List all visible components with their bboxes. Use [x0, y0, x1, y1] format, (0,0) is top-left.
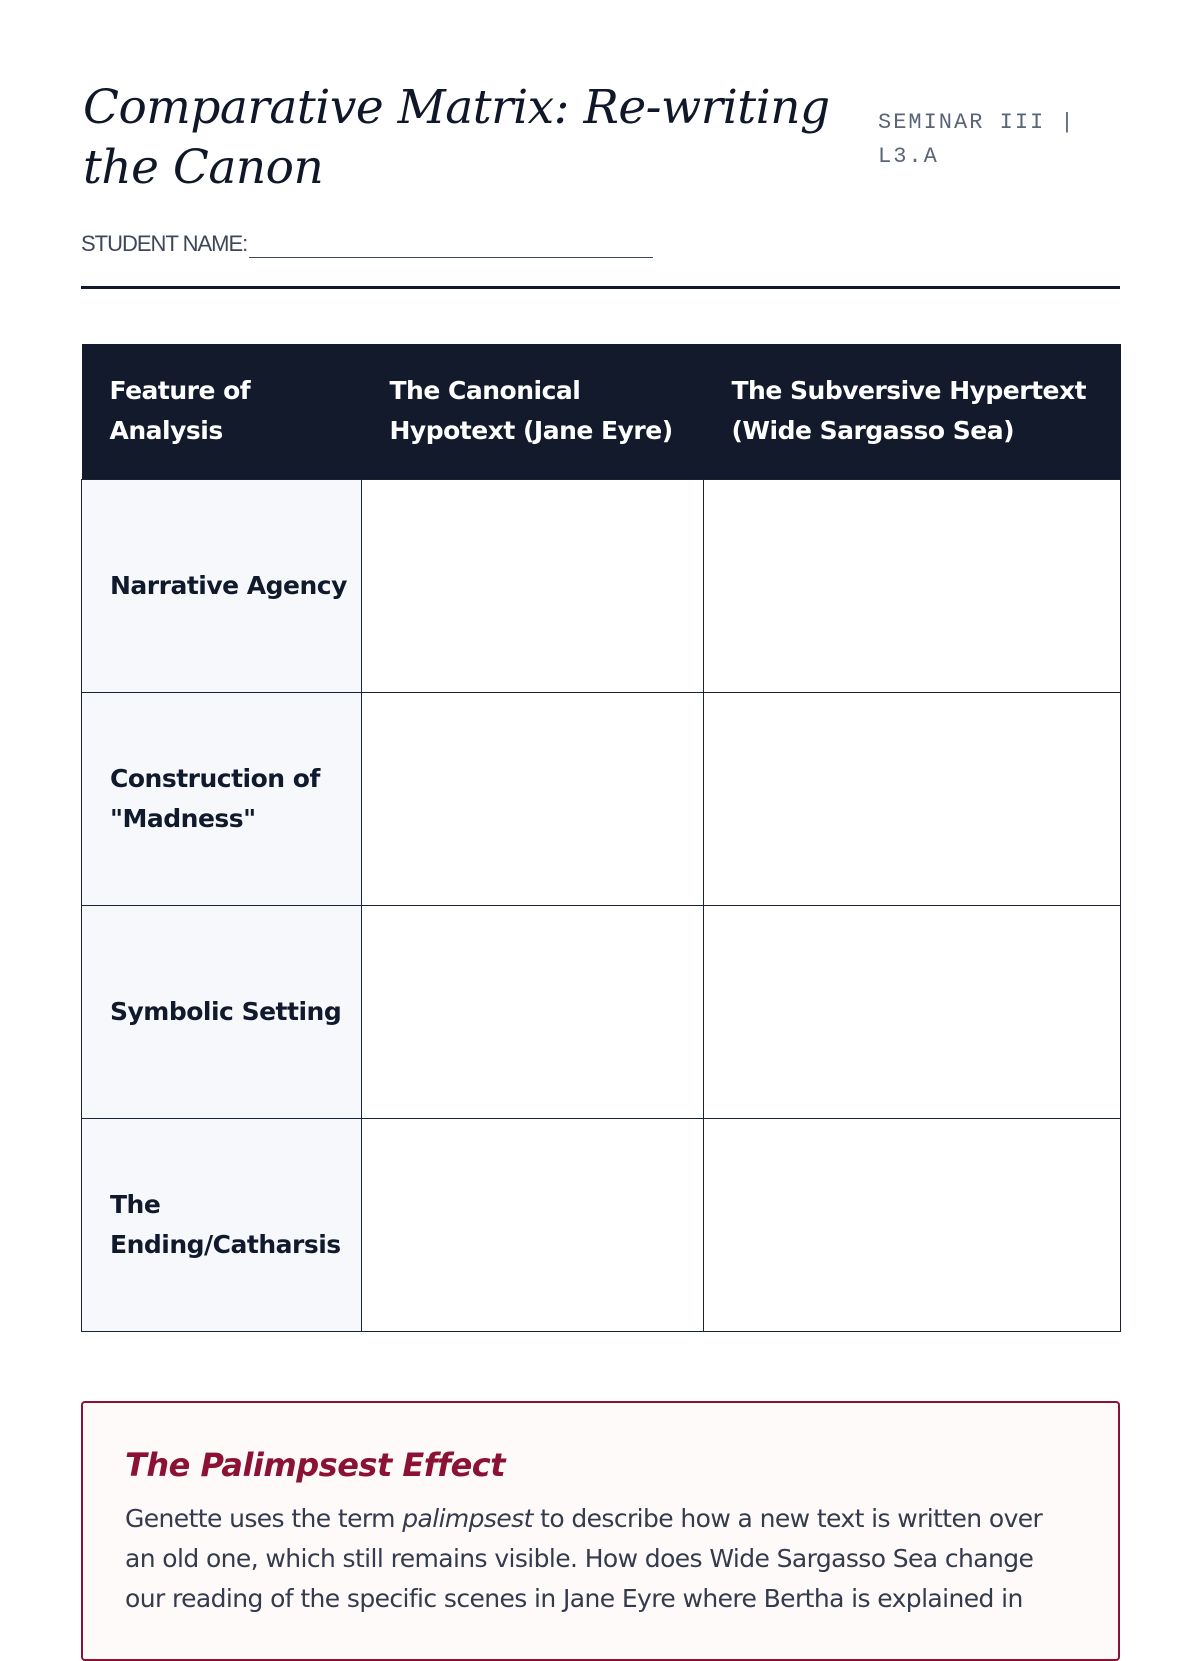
callout-body	[125, 1499, 1076, 1619]
callout-title: The Palimpsest Effect	[125, 1446, 506, 1484]
page-title: Comparative Matrix: Re-writing the Canon	[83, 80, 830, 195]
table-row	[82, 692, 1121, 905]
feature-cell-symbolic-setting: Symbolic Setting	[82, 905, 362, 1118]
column-header-hypertext: The Subversive Hypertext (Wide Sargasso Sea)	[704, 344, 1121, 479]
callout-body-term: palimpsest	[402, 1504, 533, 1533]
seminar-code: SEMINAR III | L3.A	[878, 110, 1076, 169]
feature-cell-narrative-agency: Narrative Agency	[82, 479, 362, 692]
answer-cell-hypertext[interactable]	[704, 692, 1121, 905]
table-row	[82, 1118, 1121, 1331]
callout-body-question: to describe how a new text is written over an old one, which still remains visible. How does Wide Sargasso Sea change our reading of the specific scenes in Jane Eyre where Bertha is explained in	[125, 1504, 1043, 1613]
table-row	[82, 905, 1121, 1118]
column-header-hypotext: The Canonical Hypotext (Jane Eyre)	[362, 344, 704, 479]
palimpsest-callout	[81, 1401, 1120, 1661]
comparative-matrix-table	[81, 344, 1121, 1332]
worksheet-page	[81, 0, 1120, 1613]
answer-cell-hypertext[interactable]	[704, 1118, 1121, 1331]
student-name-row	[81, 230, 653, 258]
student-name-label: STUDENT NAME:	[81, 231, 248, 256]
worksheet-header	[81, 0, 1120, 290]
answer-cell-hypertext[interactable]	[704, 905, 1121, 1118]
answer-cell-hypotext[interactable]	[362, 479, 704, 692]
column-header-feature: Feature of Analysis	[82, 344, 362, 479]
feature-cell-construction-of-madness: Construction of "Madness"	[82, 692, 362, 905]
answer-cell-hypotext[interactable]	[362, 905, 704, 1118]
callout-body-intro: Genette uses the term	[125, 1504, 403, 1533]
answer-cell-hypertext[interactable]	[704, 479, 1121, 692]
feature-cell-ending-catharsis: The Ending/Catharsis	[82, 1118, 362, 1331]
table-row	[82, 479, 1121, 692]
answer-cell-hypotext[interactable]	[362, 1118, 704, 1331]
student-name-field[interactable]	[249, 231, 653, 258]
answer-cell-hypotext[interactable]	[362, 692, 704, 905]
table-header-row	[82, 344, 1121, 479]
header-divider	[81, 286, 1120, 289]
